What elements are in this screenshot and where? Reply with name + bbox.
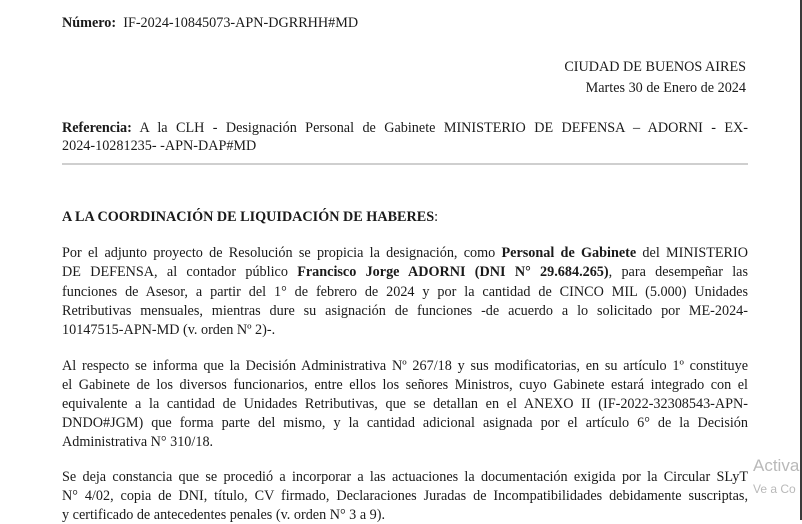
para1-bold-name: Francisco Jorge ADORNI (DNI N° 29.684.265) (297, 264, 609, 280)
para3-line-1: Se deja constancia que se procedió a incorporar a las actuaciones la documentación exigida por la Circular SLyT (62, 469, 748, 485)
para1-line-2 (62, 263, 748, 281)
para2-line-5: Administrativa N° 310/18. (62, 434, 214, 450)
para1-text: del MINISTERIO (636, 245, 748, 261)
para1-text: DE DEFENSA, al contador público (62, 264, 298, 280)
para1-text: Por el adjunto proyecto de Resolución se propicia la designación, como (62, 245, 502, 261)
separator-rule (62, 163, 748, 165)
addressee-heading (62, 208, 438, 226)
para3-line-2: N° 4/02, copia de DNI, título, CV firmado, Declaraciones Juradas de Incompatibilidades debidamente suscriptas, (62, 488, 748, 504)
place: CIUDAD DE BUENOS AIRES (564, 59, 746, 75)
reference-line-1 (62, 119, 748, 137)
document-number (62, 14, 358, 32)
para1-bold-role: Personal de Gabinete (501, 245, 637, 261)
para1-text: , para desempeñar las (608, 264, 748, 280)
addressee-heading-colon: : (434, 209, 439, 225)
para2-line-2: el Gabinete de los diversos funcionarios, entre ellos los señores Ministros, cuyo Gabinete estará integrado con el (62, 377, 748, 393)
para1-line-4: Retributivas mensuales, mientras dure su asignación de funciones -de acuerdo a lo solicitado por ME-2024- (62, 303, 748, 319)
date: Martes 30 de Enero de 2024 (585, 80, 746, 96)
para1-line-5: 10147515-APN-MD (v. orden Nº 2)-. (62, 322, 276, 338)
para2-line-1: Al respecto se informa que la Decisión Administrativa Nº 267/18 y sus modificatorias, en su artículo 1º constituye (62, 358, 748, 374)
para2-line-4: DNDO#JGM) que forma parte del mismo, y la cantidad adicional asignada por el artículo 6° de la Decisión (62, 415, 748, 431)
document-number-value: IF-2024-10845073-APN-DGRRHH#MD (123, 15, 359, 31)
para1-line-3: funciones de Asesor, a partir del 1° de febrero de 2024 y por la cantidad de CINCO MIL (5.000) Unidades (62, 284, 748, 300)
para1-line-1 (62, 244, 748, 262)
addressee-heading-bold: A LA COORDINACIÓN DE LIQUIDACIÓN DE HABERES (62, 209, 435, 225)
reference-text-1: A la CLH - Designación Personal de Gabinete MINISTERIO DE DEFENSA – ADORNI - EX- (139, 120, 749, 136)
reference-line-2: 2024-10281235- -APN-DAP#MD (62, 138, 257, 154)
reference-label: Referencia: (62, 120, 132, 136)
document-number-label: Número: (62, 15, 117, 31)
para3-line-3: y certificado de antecedentes penales (v. orden N° 3 a 9). (62, 507, 386, 523)
activation-watermark-subtitle: Ve a Co (753, 482, 796, 496)
para2-line-3: equivalente a la cantidad de Unidades Retributivas, que se detallan en el ANEXO II (IF-2022-32308543-APN- (62, 396, 748, 412)
activation-watermark-title: Activa (753, 456, 800, 475)
